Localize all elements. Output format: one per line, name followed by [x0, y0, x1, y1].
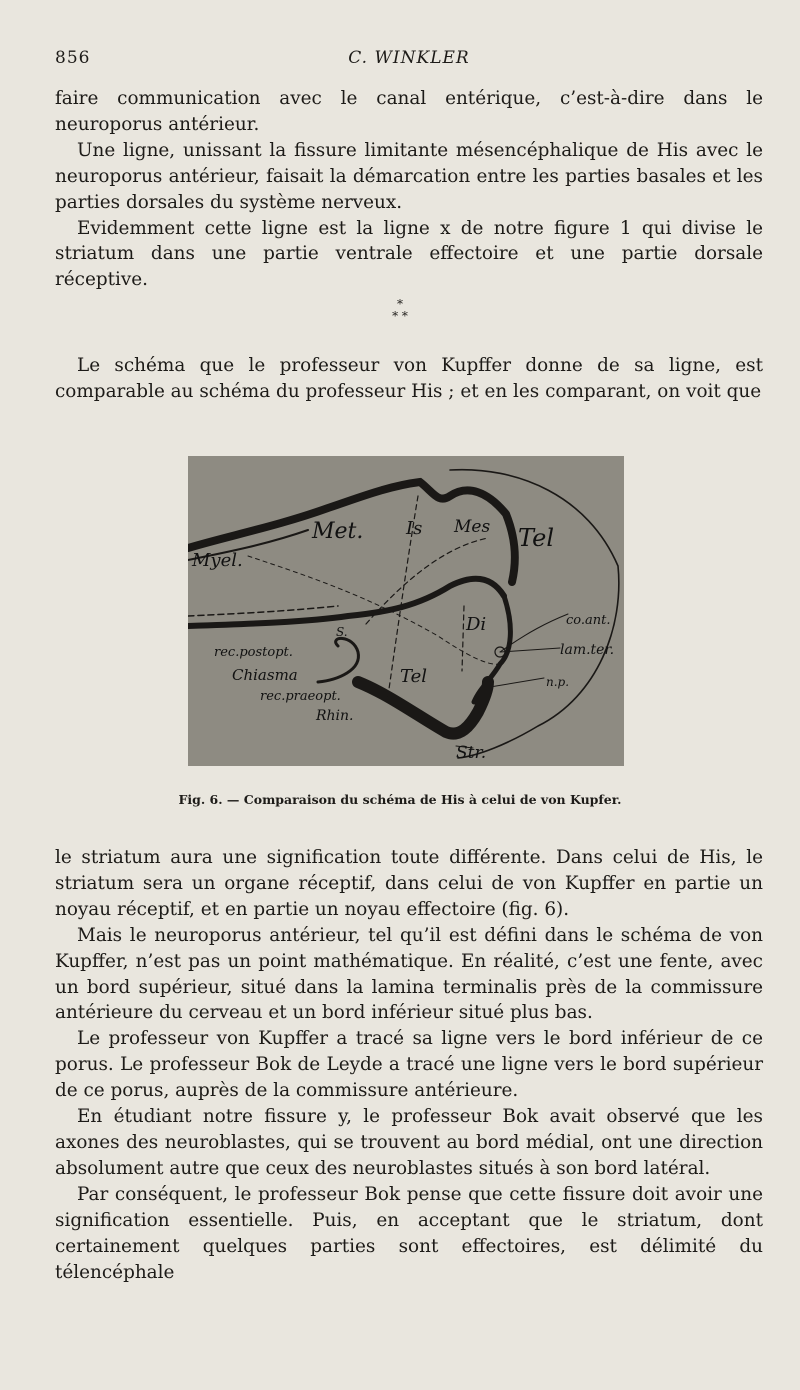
figure-6-schema: [188, 456, 624, 766]
star-line-2: * *: [392, 309, 408, 323]
paragraph: Le professeur von Kupffer a tracé sa ligne vers le bord inférieur de ce porus. Le professeur Bok de Leyde a tracé une ligne vers le bord supérieur de ce porus, auprès de la commissure antérieure.: [55, 1028, 763, 1102]
paragraph: En étudiant notre fissure y, le professeur Bok avait observé que les axones des neuroblastes, qui se trouvent au bord médial, ont une direction absolument autre que ceux des neuroblastes situés à son bord latéral.: [55, 1106, 763, 1179]
label-rec-praeopt: rec.praeopt.: [260, 689, 341, 704]
text-block-bottom: [55, 845, 763, 1285]
label-tel-top: Tel: [518, 524, 555, 552]
label-s: S.: [336, 625, 348, 639]
label-mes: Mes: [454, 517, 491, 537]
paragraph: faire communication avec le canal entérique, c’est-à-dire dans le neuroporus antérieur.: [55, 88, 763, 135]
label-lam-ter: lam.ter.: [560, 642, 615, 658]
label-chiasma: Chiasma: [232, 666, 298, 684]
label-is: Is: [406, 518, 423, 539]
schema-drawing: [188, 456, 624, 766]
running-author: C. WINKLER: [348, 48, 470, 68]
text-block-mid: [55, 353, 763, 405]
label-rhin: Rhin.: [316, 708, 354, 724]
basal-mass: [358, 682, 488, 734]
label-di: Di: [466, 614, 487, 635]
paragraph: Le schéma que le professeur von Kupffer donne de sa ligne, est comparable au schéma du professeur His ; et en les comparant, on voit que: [55, 355, 763, 402]
paragraph: Mais le neuroporus antérieur, tel qu’il est défini dans le schéma de von Kupffer, n’est pas un point mathématique. En réalité, c’est une fente, avec un bord supérieur, situé dans la lamina terminalis près de la commissure antérieure du cerveau et un bord inférieur situé plus bas.: [55, 924, 763, 1024]
caption-text: Comparaison du schéma de His à celui de von Kupfer.: [243, 792, 622, 807]
text-block-top: [55, 86, 763, 293]
page-number: 856: [55, 48, 91, 68]
label-myel: Myel.: [192, 550, 243, 571]
figure-caption: [0, 792, 800, 807]
label-str: Str.: [456, 743, 487, 763]
ventral-band: [188, 579, 504, 626]
section-break-stars: [0, 298, 800, 328]
label-met: Met.: [312, 519, 364, 544]
paragraph: Une ligne, unissant la fissure limitante mésencéphalique de His avec le neuroporus antérieur, faisait la démarcation entre les parties basales et les parties dorsales du système nerveux.: [55, 139, 763, 213]
label-np: n.p.: [546, 675, 570, 689]
paragraph: Evidemment cette ligne est la ligne x de notre figure 1 qui divise le striatum dans une partie ventrale effectoire et une partie dorsale réceptive.: [55, 217, 763, 291]
running-header: [55, 48, 763, 72]
label-co-ant: co.ant.: [566, 613, 611, 628]
label-rec-postopt: rec.postopt.: [214, 645, 293, 660]
paragraph: Par conséquent, le professeur Bok pense que cette fissure doit avoir une signification essentielle. Puis, en acceptant que le striatum, dont certainement quelques parties sont effectoires, est délimité du télencéphale: [55, 1183, 763, 1283]
paragraph: le striatum aura une signification toute différente. Dans celui de His, le striatum sera un organe réceptif, dans celui de von Kupffer en partie un noyau réceptif, et en partie un noyau effectoire (fig. 6).: [55, 847, 763, 920]
star-line-1: *: [397, 297, 403, 311]
label-tel-inner: Tel: [400, 666, 428, 687]
caption-label: Fig. 6. —: [178, 792, 240, 807]
